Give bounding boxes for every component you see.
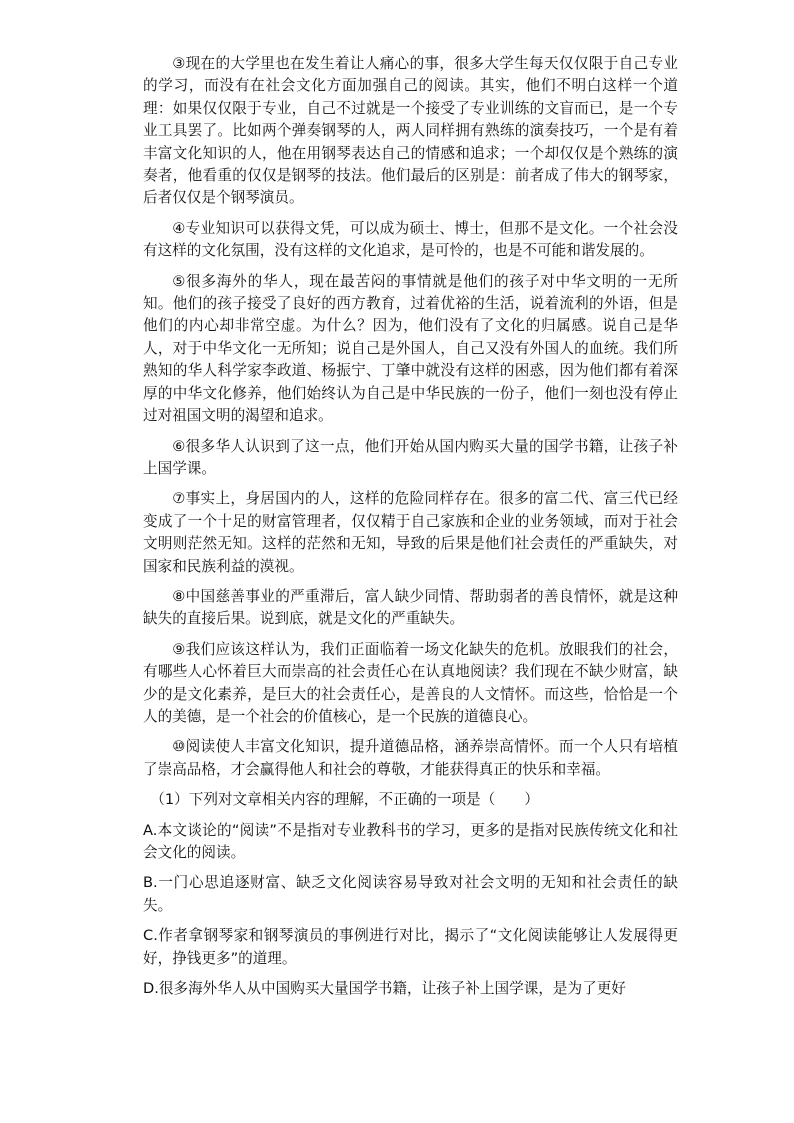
- paragraph-5: ⑤很多海外的华人，现在最苦闷的事情就是他们的孩子对中华文明的一无所知。他们的孩子接受了良好的西方教育，过着优裕的生活，说着流利的外语，但是他们的内心却非常空虚。为什么？因为，他们没有了文化的归属感。说自己是华人，对于中华文化一无所知；说自己是外国人，自己又没有外国人的血统。我们所熟知的华人科学家李政道、杨振宁、丁肇中就没有这样的困惑，因为他们都有着深厚的中华文化修养，他们始终认为自己是中华民族的一份子，他们一刻也没有停止过对祖国文明的渴望和追求。: [143, 272, 678, 425]
- option-c: C.作者拿钢琴家和钢琴演员的事例进行对比，揭示了“文化阅读能够让人发展得更好，挣钱更多”的道理。: [143, 927, 678, 967]
- document-page: [143, 53, 678, 1008]
- paragraph-8: ⑧中国慈善事业的严重滞后，富人缺少同情、帮助弱者的善良情怀，就是这种缺失的直接后果。说到底，就是文化的严重缺失。: [143, 587, 678, 628]
- option-a: A.本文谈论的“阅读”不是指对专业教科书的学习，更多的是指对民族传统文化和社会文化的阅读。: [143, 821, 678, 861]
- paragraph-7: ⑦事实上，身居国内的人，这样的危险同样存在。很多的富二代、富三代已经变成了一个十足的财富管理者，仅仅精于自己家族和企业的业务领域，而对于社会文明则茫然无知。这样的茫然和无知，导致的后果是他们社会责任的严重缺失，对国家和民族利益的漠视。: [143, 490, 678, 575]
- question-1: （1）下列对文章相关内容的理解，不正确的一项是（ ）: [150, 791, 540, 809]
- paragraph-4: ④专业知识可以获得文凭，可以成为硕士、博士，但那不是文化。一个社会没有这样的文化氛围，没有这样的文化追求，是可怜的，也是不可能和谐发展的。: [143, 219, 678, 260]
- paragraph-6: ⑥很多华人认识到了这一点，他们开始从国内购买大量的国学书籍，让孩子补上国学课。: [143, 437, 678, 477]
- option-b: B.一门心思追逐财富、缺乏文化阅读容易导致对社会文明的无知和社会责任的缺失。: [143, 874, 678, 914]
- paragraph-10: ⑩阅读使人丰富文化知识，提升道德品格，涵养崇高情怀。而一个人只有培植了崇高品格，才会赢得他人和社会的尊敬，才能获得真正的快乐和幸福。: [143, 738, 678, 778]
- paragraph-3: ③现在的大学里也在发生着让人痛心的事，很多大学生每天仅仅限于自己专业的学习，而没有在社会文化方面加强自己的阅读。其实，他们不明白这样一个道理：如果仅仅限于专业，自己不过就是一个接受了专业训练的文盲而已，是一个专业工具罢了。比如两个弹奏钢琴的人，两人同样拥有熟练的演奏技巧，一个是有着丰富文化知识的人，他在用钢琴表达自己的情感和追求；一个却仅仅是个熟练的演奏者，他看重的仅仅是钢琴的技法。他们最后的区别是：前者成了伟大的钢琴家，后者仅仅是个钢琴演员。: [143, 55, 678, 207]
- paragraph-9: ⑨我们应该这样认为，我们正面临着一场文化缺失的危机。放眼我们的社会，有哪些人心怀着巨大而崇高的社会责任心在认真地阅读？我们现在不缺少财富，缺少的是文化素养，是巨大的社会责任心，是善良的人文情怀。而这些，恰恰是一个人的美德，是一个社会的价值核心，是一个民族的道德良心。: [143, 640, 678, 725]
- option-d: D.很多海外华人从中国购买大量国学书籍，让孩子补上国学课，是为了更好: [143, 980, 626, 998]
